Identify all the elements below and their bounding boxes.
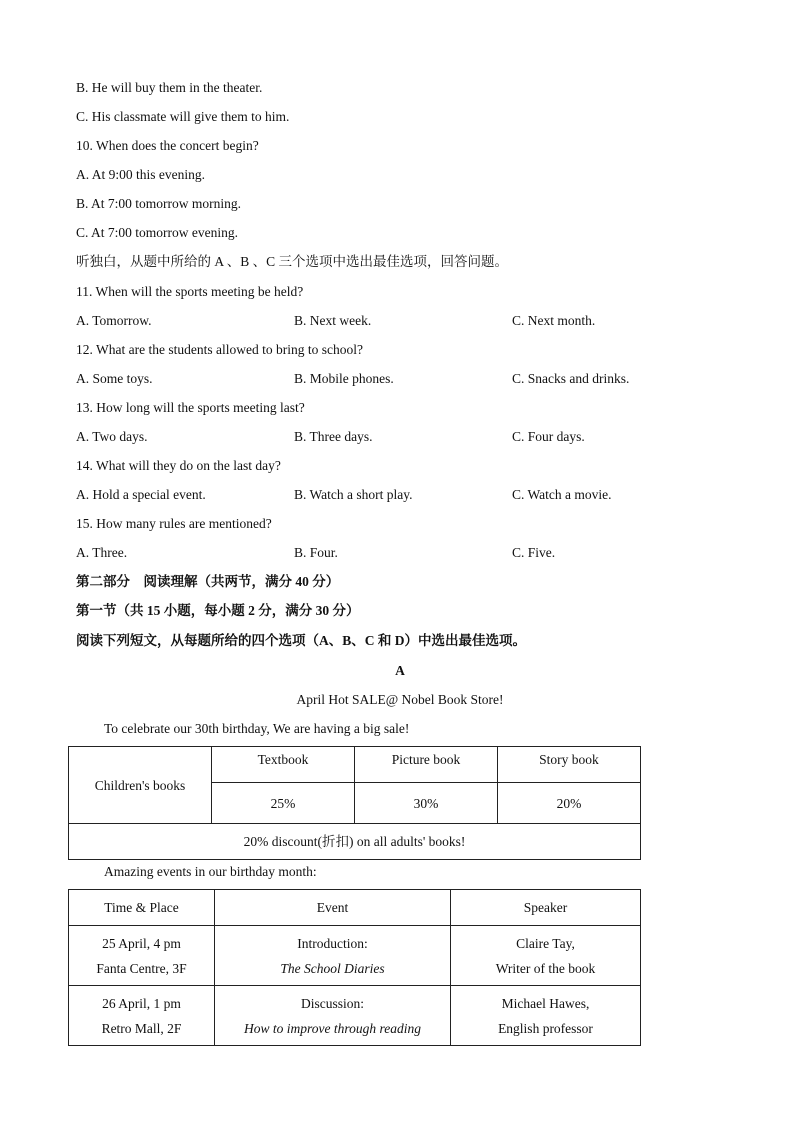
section1-heading: 第一节（共 15 小题，每小题 2 分，满分 30 分） bbox=[76, 603, 360, 618]
option-15b: B. Four. bbox=[294, 545, 338, 560]
reading-instruction: 阅读下列短文，从每题所给的四个选项（A、B、C 和 D）中选出最佳选项。 bbox=[76, 633, 527, 648]
event-speaker bbox=[451, 986, 641, 1046]
option-15a: A. Three. bbox=[76, 545, 128, 560]
event-time: 25 April, 4 pm bbox=[102, 935, 181, 951]
speaker-name: Michael Hawes, bbox=[501, 995, 590, 1011]
question-10: 10. When does the concert begin? bbox=[76, 138, 259, 153]
part2-heading: 第二部分 阅读理解（共两节，满分 40 分） bbox=[76, 574, 340, 589]
option-13a: A. Two days. bbox=[76, 429, 148, 444]
sale-value-picture: 30% bbox=[355, 783, 498, 824]
option-12b: B. Mobile phones. bbox=[294, 371, 394, 386]
speaker-role: Writer of the book bbox=[495, 960, 596, 976]
question-15: 15. How many rules are mentioned? bbox=[76, 516, 272, 531]
events-header-time: Time & Place bbox=[69, 890, 215, 926]
option-12c: C. Snacks and drinks. bbox=[512, 371, 630, 386]
event-time-place bbox=[69, 926, 215, 986]
events-table bbox=[68, 889, 641, 1046]
event-type: Introduction: bbox=[297, 935, 368, 951]
option-15c: C. Five. bbox=[512, 545, 556, 560]
option-14a: A. Hold a special event. bbox=[76, 487, 206, 502]
sale-value-textbook: 25% bbox=[212, 783, 355, 824]
question-12: 12. What are the students allowed to bring to school? bbox=[76, 342, 363, 357]
event-time-place bbox=[69, 986, 215, 1046]
event-type: Discussion: bbox=[300, 995, 364, 1011]
event-description bbox=[215, 986, 451, 1046]
sale-footer: 20% discount(折扣) on all adults' books! bbox=[69, 824, 641, 860]
question-13: 13. How long will the sports meeting last? bbox=[76, 400, 305, 415]
option-14b: B. Watch a short play. bbox=[294, 487, 413, 502]
sale-header-textbook: Textbook bbox=[212, 747, 355, 783]
sale-row-label: Children's books bbox=[69, 747, 212, 824]
events-header-speaker: Speaker bbox=[451, 890, 641, 926]
question-11: 11. When will the sports meeting be held? bbox=[76, 284, 304, 299]
sale-header-story: Story book bbox=[498, 747, 641, 783]
sale-table bbox=[68, 746, 641, 860]
option-12a: A. Some toys. bbox=[76, 371, 153, 386]
option-14c: C. Watch a movie. bbox=[512, 487, 612, 502]
event-place: Retro Mall, 2F bbox=[101, 1020, 182, 1036]
passage-intro: To celebrate our 30th birthday, We are having a big sale! bbox=[104, 721, 410, 736]
events-row bbox=[69, 926, 641, 986]
passage-title: April Hot SALE@ Nobel Book Store! bbox=[296, 692, 504, 707]
option-11c: C. Next month. bbox=[512, 313, 596, 328]
question-14: 14. What will they do on the last day? bbox=[76, 458, 281, 473]
events-intro: Amazing events in our birthday month: bbox=[104, 864, 317, 879]
passage-letter: A bbox=[395, 663, 405, 678]
speaker-role: English professor bbox=[498, 1020, 593, 1036]
events-row bbox=[69, 986, 641, 1046]
option-11a: A. Tomorrow. bbox=[76, 313, 152, 328]
event-description bbox=[215, 926, 451, 986]
option-11b: B. Next week. bbox=[294, 313, 372, 328]
speaker-name: Claire Tay, bbox=[516, 935, 575, 951]
event-time: 26 April, 1 pm bbox=[102, 995, 181, 1011]
option-9c: C. His classmate will give them to him. bbox=[76, 109, 290, 124]
event-place: Fanta Centre, 3F bbox=[96, 960, 187, 976]
sale-header-picture: Picture book bbox=[355, 747, 498, 783]
events-header-event: Event bbox=[215, 890, 451, 926]
option-9b: B. He will buy them in the theater. bbox=[76, 80, 263, 95]
event-title: How to improve through reading bbox=[244, 1020, 421, 1036]
event-title: The School Diaries bbox=[280, 960, 385, 976]
option-10a: A. At 9:00 this evening. bbox=[76, 167, 205, 182]
monologue-instruction: 听独白，从题中所给的 A 、B 、C 三个选项中选出最佳选项，回答问题。 bbox=[76, 254, 509, 269]
sale-value-story: 20% bbox=[498, 783, 641, 824]
option-10b: B. At 7:00 tomorrow morning. bbox=[76, 196, 241, 211]
option-13c: C. Four days. bbox=[512, 429, 585, 444]
option-13b: B. Three days. bbox=[294, 429, 373, 444]
option-10c: C. At 7:00 tomorrow evening. bbox=[76, 225, 238, 240]
event-speaker bbox=[451, 926, 641, 986]
